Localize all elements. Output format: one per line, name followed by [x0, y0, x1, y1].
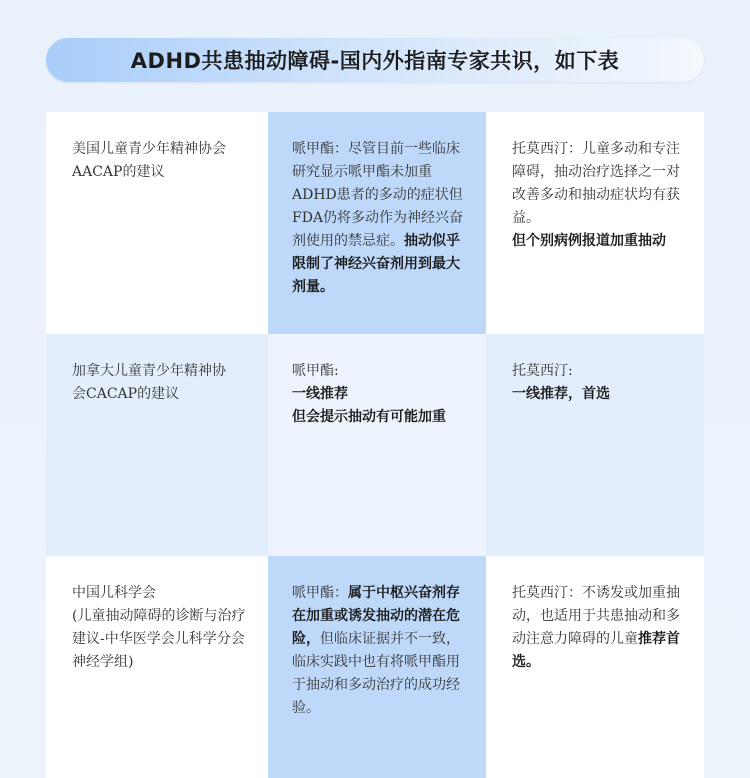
methylphenidate-text: 哌甲酯:: [292, 363, 339, 379]
org-name-line: 美国儿童青少年精神协会: [72, 141, 226, 157]
org-name-line: 加拿大儿童青少年精神协: [72, 363, 226, 379]
atomoxetine-text: 托莫西汀：儿童多动和专注障碍，抽动治疗选择之一对改善多动和抽动症状均有获益。: [512, 141, 680, 226]
org-cell: [46, 112, 268, 334]
atomoxetine-emphasis: 但个别病例报道加重抽动: [512, 233, 666, 249]
table-row: [46, 556, 704, 778]
methylphenidate-text: 哌甲酯：尽管目前一些临床研究显示哌甲酯未加重ADHD患者的多动的症状但FDA仍将多动作为神经兴奋剂使用的禁忌症。: [292, 141, 464, 249]
methylphenidate-text: 哌甲酯：: [292, 585, 348, 601]
atomoxetine-text: 托莫西汀：不诱发或加重抽动，也适用于共患抽动和多动注意力障碍的儿童: [512, 585, 680, 647]
atomoxetine-cell: [486, 112, 704, 334]
title-banner: [46, 38, 704, 82]
org-name-line: AACAP的建议: [72, 164, 165, 180]
guideline-table: [46, 112, 704, 778]
org-cell: [46, 334, 268, 556]
org-name-line: 会CACAP的建议: [72, 386, 180, 402]
page-title: ADHD共患抽动障碍-国内外指南专家共识，如下表: [130, 49, 620, 73]
table-row: [46, 334, 704, 556]
methylphenidate-emphasis: 属于中枢兴奋剂存在加重或诱发抽动的潜在危险，: [292, 585, 460, 647]
methylphenidate-cell: [268, 112, 486, 334]
atomoxetine-emphasis: 一线推荐，首选: [512, 386, 610, 402]
table-row: [46, 112, 704, 334]
methylphenidate-emphasis: 抽动似乎限制了神经兴奋剂用到最大剂量。: [292, 233, 460, 295]
methylphenidate-emphasis: 一线推荐: [292, 386, 348, 402]
org-cell: [46, 556, 268, 778]
atomoxetine-cell: [486, 556, 704, 778]
methylphenidate-cell: [268, 334, 486, 556]
atomoxetine-text: 托莫西汀:: [512, 363, 573, 379]
methylphenidate-text: 但临床证据并不一致，临床实践中也有将哌甲酯用于抽动和多动治疗的成功经验。: [292, 631, 460, 716]
methylphenidate-cell: [268, 556, 486, 778]
methylphenidate-emphasis: 但会提示抽动有可能加重: [292, 409, 446, 425]
org-name-line: 中国儿科学会: [72, 585, 156, 601]
atomoxetine-emphasis: 推荐首选。: [512, 631, 680, 670]
org-name-line: (儿童抽动障碍的诊断与治疗建议-中华医学会儿科学分会神经学组): [72, 608, 246, 670]
atomoxetine-cell: [486, 334, 704, 556]
